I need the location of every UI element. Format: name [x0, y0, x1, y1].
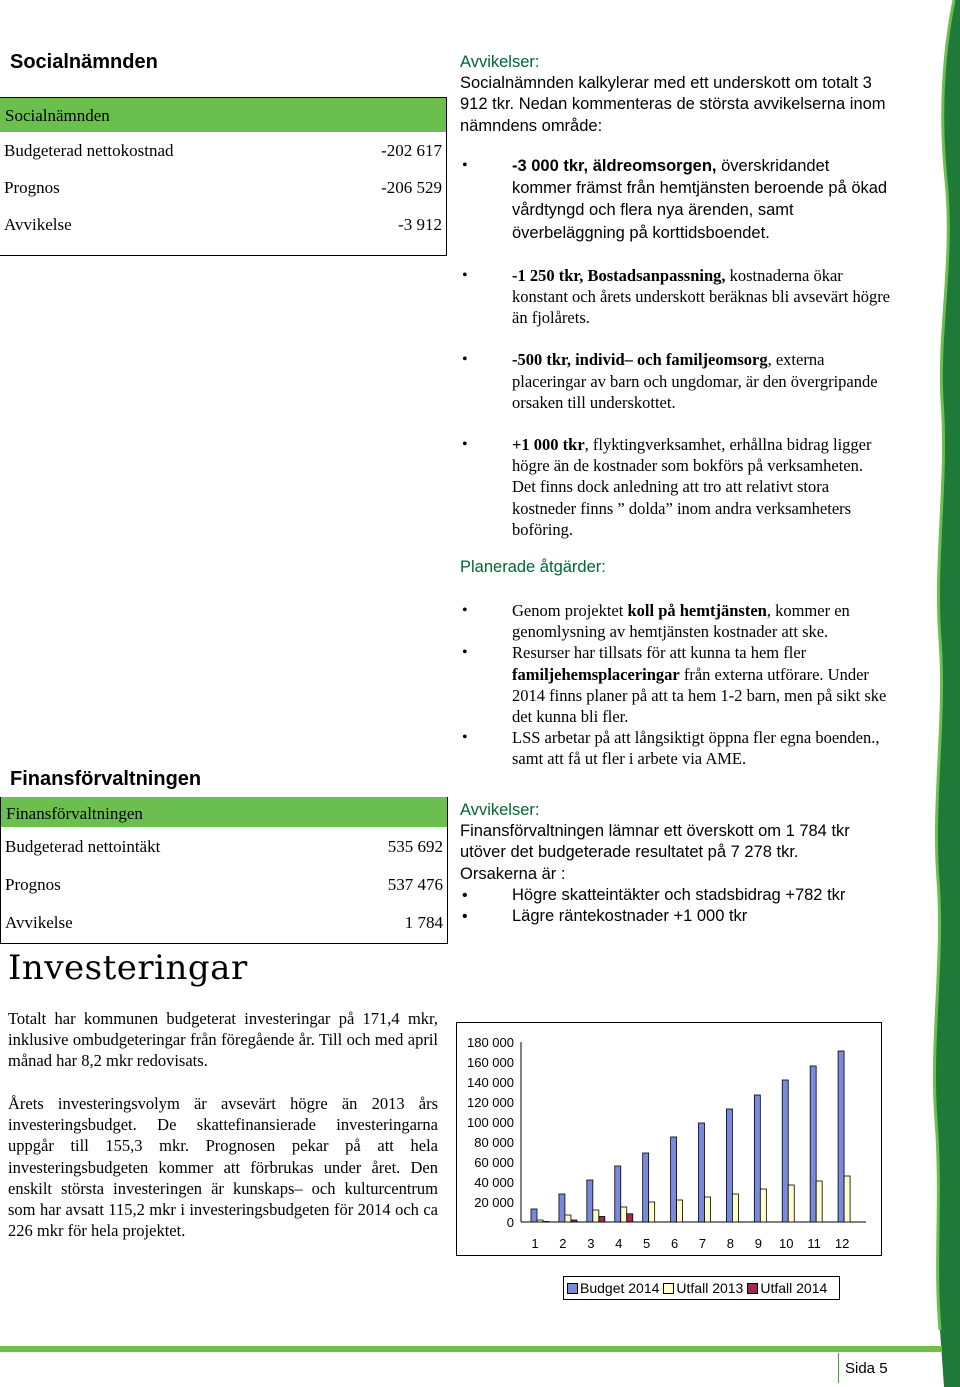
divider — [446, 97, 447, 256]
legend-item: Budget 2014 — [567, 1280, 659, 1296]
bar-utfall-2013 — [760, 1189, 766, 1222]
bar-utfall-2013 — [537, 1220, 543, 1222]
bar-utfall-2013 — [677, 1200, 683, 1222]
row-value: -3 912 — [398, 215, 442, 234]
bar-utfall-2013 — [649, 1202, 655, 1222]
x-tick-label: 5 — [643, 1236, 651, 1251]
row-label: Budgeterad nettointäkt — [5, 837, 161, 856]
y-tick-label: 120 000 — [467, 1095, 514, 1110]
bar-utfall-2013 — [844, 1176, 850, 1222]
bar-utfall-2013 — [565, 1215, 571, 1222]
legend-item: Utfall 2013 — [663, 1280, 743, 1296]
x-tick-label: 1 — [531, 1236, 539, 1251]
table-row — [1, 827, 447, 865]
orsaker-list — [460, 885, 890, 927]
decorative-wave — [920, 0, 960, 1387]
planerade-heading: Planerade åtgärder: — [460, 558, 606, 576]
bar-budget-2014 — [726, 1109, 732, 1222]
row-value: -206 529 — [381, 178, 442, 197]
row-value: -202 617 — [381, 141, 442, 160]
row-value: 535 692 — [387, 837, 443, 856]
x-tick-label: 11 — [807, 1236, 821, 1251]
footer-bar — [0, 1346, 942, 1352]
y-tick-label: 180 000 — [467, 1035, 514, 1050]
social-bullet-list — [460, 155, 890, 540]
bar-budget-2014 — [810, 1066, 816, 1222]
table-row — [0, 132, 446, 169]
bar-utfall-2013 — [593, 1210, 599, 1222]
social-avvikelser — [460, 52, 890, 137]
bar-budget-2014 — [615, 1166, 621, 1222]
table-row — [0, 169, 446, 206]
bar-budget-2014 — [671, 1137, 677, 1222]
list-item: • Genom projektet koll på hemtjänsten, kommer en genomlysning av hemtjänsten kostnader att ske. — [460, 600, 890, 642]
x-tick-label: 9 — [754, 1236, 762, 1251]
bar-utfall-2014 — [599, 1217, 605, 1223]
bar-budget-2014 — [699, 1123, 705, 1222]
table-row — [1, 903, 447, 941]
divider — [0, 97, 446, 98]
investment-chart — [456, 1022, 880, 1254]
list-item: • -500 tkr, individ– och familjeomsorg, externa placeringar av barn och ungdomar, är den övergripande orsaken till underskottet. — [460, 349, 890, 413]
x-tick-label: 10 — [779, 1236, 794, 1251]
legend-item: Utfall 2014 — [747, 1280, 827, 1296]
bar-utfall-2013 — [732, 1194, 738, 1222]
finans-table — [0, 797, 448, 944]
y-tick-label: 0 — [506, 1215, 514, 1230]
table-row — [1, 865, 447, 903]
avvikelser-intro: Socialnämnden kalkylerar med ett underskott om totalt 3 912 tkr. Nedan kommenteras de största avvikelserna inom nämndens område: — [460, 74, 886, 135]
bar-utfall-2013 — [621, 1207, 627, 1222]
bar-budget-2014 — [838, 1051, 844, 1222]
row-value: 1 784 — [404, 913, 443, 932]
finans-table-header: Finansförvaltningen — [1, 797, 447, 827]
row-label: Prognos — [5, 875, 61, 894]
bar-budget-2014 — [782, 1080, 788, 1222]
y-tick-label: 140 000 — [467, 1075, 514, 1090]
orsaker-label: Orsakerna är : — [460, 864, 566, 883]
x-tick-label: 2 — [559, 1236, 567, 1251]
y-tick-label: 80 000 — [474, 1135, 514, 1150]
x-tick-label: 6 — [670, 1236, 679, 1251]
social-table — [0, 98, 446, 248]
bar-budget-2014 — [587, 1180, 593, 1222]
list-item: • Lägre räntekostnader +1 000 tkr — [460, 906, 890, 927]
bar-utfall-2014 — [571, 1220, 577, 1222]
bar-utfall-2014 — [543, 1222, 549, 1223]
avvikelser-text: Finansförvaltningen lämnar ett överskott om 1 784 tkr utöver det budgeterade resultatet på 7 278 tkr. — [460, 822, 850, 862]
investeringar-title: Investeringar — [8, 948, 248, 988]
planerade-list — [460, 600, 890, 770]
y-tick-label: 40 000 — [474, 1175, 514, 1190]
row-value: 537 476 — [387, 875, 443, 894]
bar-utfall-2013 — [816, 1181, 822, 1222]
social-title: Socialnämnden — [10, 51, 158, 73]
investeringar-para-2: Årets investeringsvolym är avsevärt högre än 2013 års investeringsbudget. De skattefinansierade investeringarna uppgår till 155,3 mkr. Prognosen pekar på att hela investeringsbudgeten kommer att förbrukas under året. Den enskilt största investeringen är kunskaps– och kulturcentrum som har avsatt 115,2 mkr i investeringsbudgeten för 2014 och ca 226 mkr för hela projektet. — [8, 1094, 438, 1241]
row-label: Avvikelse — [4, 215, 72, 234]
bar-utfall-2013 — [788, 1185, 794, 1222]
avvikelser-heading: Avvikelser: — [460, 801, 540, 819]
finans-avvikelser — [460, 800, 890, 885]
bar-budget-2014 — [559, 1194, 565, 1222]
x-tick-label: 12 — [834, 1236, 850, 1251]
bar-budget-2014 — [754, 1095, 760, 1222]
social-table-header: Socialnämnden — [0, 98, 446, 132]
bar-utfall-2014 — [627, 1214, 633, 1222]
chart-legend — [563, 1276, 840, 1300]
finans-title: Finansförvaltningen — [10, 768, 202, 790]
list-item: • LSS arbetar på att långsiktigt öppna fler egna boenden., samt att få ut fler i arbete via AME. — [460, 727, 890, 769]
x-tick-label: 7 — [698, 1236, 707, 1251]
list-item: • Högre skatteintäkter och stadsbidrag +782 tkr — [460, 885, 890, 906]
y-tick-label: 160 000 — [467, 1055, 514, 1070]
row-label: Avvikelse — [5, 913, 73, 932]
list-item: • -1 250 tkr, Bostadsanpassning, kostnaderna ökar konstant och årets underskott beräknas bli avsevärt högre än fjolårets. — [460, 265, 890, 329]
row-label: Prognos — [4, 178, 60, 197]
page-number: Sida 5 — [845, 1360, 888, 1377]
y-tick-label: 20 000 — [474, 1195, 514, 1210]
x-tick-label: 3 — [587, 1236, 595, 1251]
table-row — [0, 206, 446, 243]
x-tick-label: 8 — [726, 1236, 735, 1251]
bar-utfall-2013 — [705, 1197, 711, 1222]
bar-budget-2014 — [531, 1209, 537, 1222]
avvikelser-heading: Avvikelser: — [460, 53, 540, 71]
list-item: • Resurser har tillsats för att kunna ta hem fler familjehemsplaceringar från externa utförare. Under 2014 finns planer på att ta hem 1-2 barn, men på sikt ske det kunna bli fler. — [460, 642, 890, 727]
list-item: • +1 000 tkr, flyktingverksamhet, erhållna bidrag ligger högre än de kostnader som bokförs på verksamheten. Det finns dock anledning att tro att relativt stora kostneder finns ” dolda” inom andra verksamheters boföring. — [460, 434, 890, 540]
row-label: Budgeterad nettokostnad — [4, 141, 174, 160]
y-tick-label: 60 000 — [474, 1155, 514, 1170]
investeringar-para-1: Totalt har kommunen budgeterat investeringar på 171,4 mkr, inklusive ombudgeteringar från föregående år. Till och med april månad har 8,2 mkr redovisats. — [8, 1009, 438, 1071]
bar-budget-2014 — [643, 1153, 649, 1222]
divider — [0, 255, 446, 256]
x-tick-label: 4 — [615, 1236, 623, 1251]
y-tick-label: 100 000 — [467, 1115, 514, 1130]
list-item: • -3 000 tkr, äldreomsorgen, överskridandet kommer främst från hemtjänsten beroende på ökad vårdtyngd och flera nya ärenden, samt överbeläggning på korttidsboendet. — [460, 155, 890, 244]
